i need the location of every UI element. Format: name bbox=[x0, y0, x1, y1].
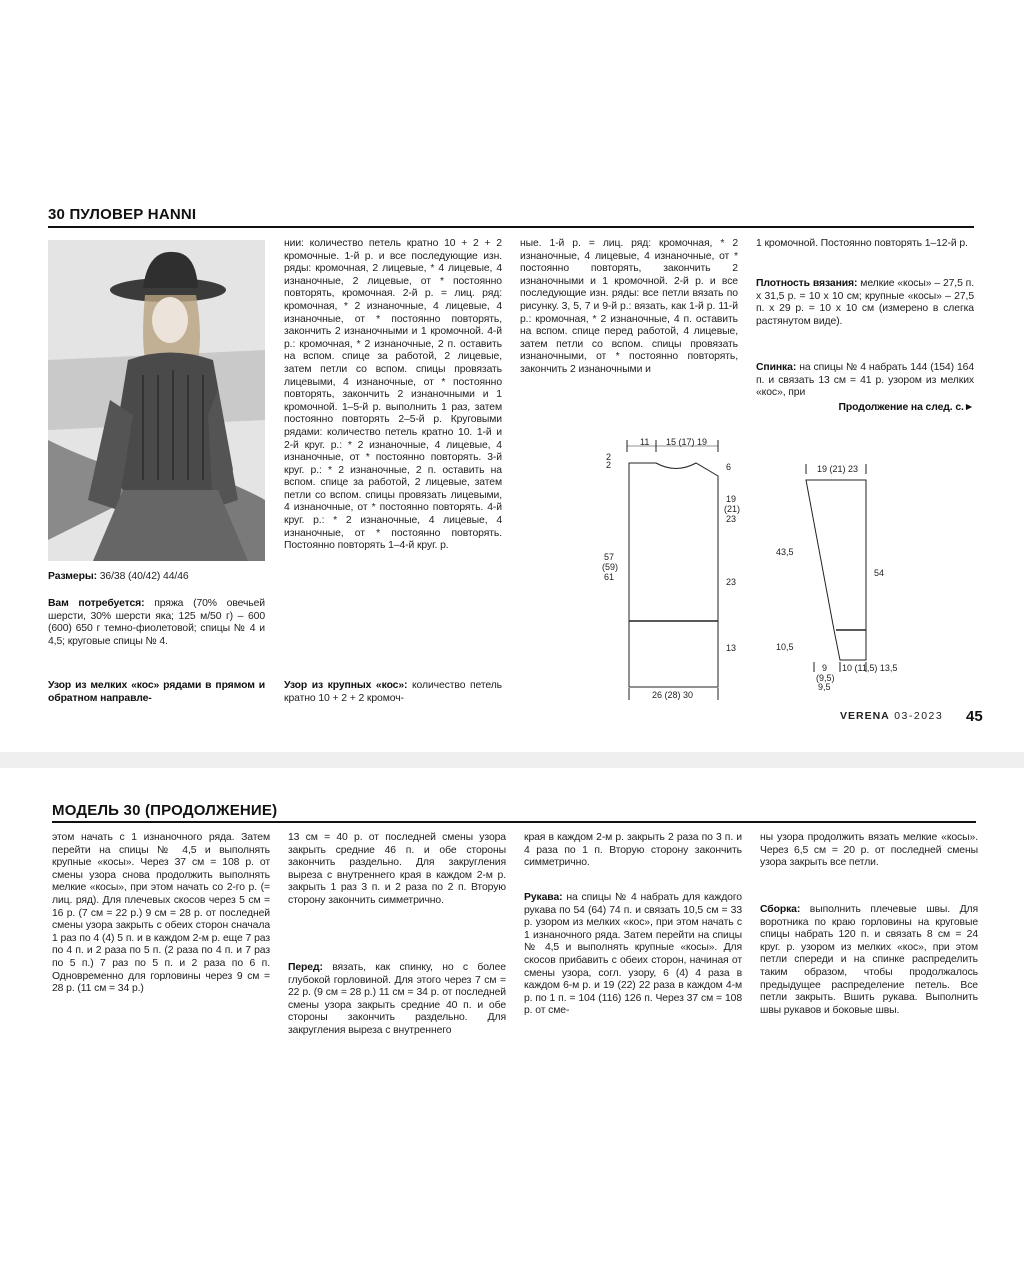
body-dim-57: 57 bbox=[604, 552, 615, 562]
sleeve-dim-bottom: 10 (11,5) 13,5 bbox=[842, 663, 898, 673]
front-block: Перед: вязать, как спинку, но с более глубокой горловиной. Для этого через 7 см = 22 р. (9 см = 28 р.) 11 см = 34 р. от последней смены узора закрыть средние 40 п. и обе стороны закончить раздельно. Для закругления выреза с внутреннего bbox=[288, 962, 506, 1036]
page-number: 45 bbox=[966, 708, 983, 725]
body-dim-2b: 2 bbox=[606, 460, 612, 470]
sleeve-dim-54: 54 bbox=[874, 568, 885, 578]
sleeve-dim-9: 9 bbox=[822, 663, 828, 673]
model-photo bbox=[48, 240, 265, 561]
magazine-page-continued bbox=[34, 768, 990, 1090]
page-separator bbox=[0, 752, 1024, 768]
body-dim-width: 26 (28) 30 bbox=[652, 690, 694, 700]
p2-column-1: этом начать с 1 изнаночного ряда. Затем перейти на спицы № 4,5 и выполнять крупные «косы». Через 37 см = 108 р. от смены узора снова продолжить выполнять мелкие «косы», при этом начать со 2-го р. (= лиц. ряд). Для плечевых скосов через 5 см = 16 р. (7 см = 22 р.) 9 см = 28 р. от последней смены узора закрыть с обеих сторон сначала 1 раз по 4 (4) 5 п. и в каждом 2-м р. еще 7 раз по 4 п. и 2 раза по 5 п. (2 раза по 4 п. и 7 раз по 5 п.) 7 раз по 5 п. и 2 раза по 6 п. Одновременно для горловины через 9 см = 28 р. (11 см = 34 р.) bbox=[52, 832, 270, 995]
column-4-text: 1 кромочной. Постоянно повторять 1–12-й р. bbox=[756, 238, 968, 249]
body-schematic bbox=[594, 430, 754, 700]
p2-column-4: ны узора продолжить вязать мелкие «косы». Через 6,5 см = 20 р. от последней смены узора закрыть все петли. bbox=[760, 832, 978, 869]
body-dim-61: 61 bbox=[604, 572, 615, 582]
top-margin bbox=[0, 0, 1024, 190]
sleeve-dim-95a: (9,5) bbox=[816, 673, 835, 683]
materials-block: Вам потребуется: пряжа (70% овечьей шерсти, 30% шерсти яка; 125 м/50 г) – 600 (600) 650 г темно-фиолетовой; спицы № 4 и 4,5; круговые спицы № 4. bbox=[48, 598, 265, 647]
body-dim-15: 15 (17) 19 bbox=[666, 437, 708, 447]
body-dim-13: 13 bbox=[726, 643, 737, 653]
column-2-text: нии: количество петель кратно 10 + 2 + 2 кромочные. 1-й р. и все последующие изн. ряды: кромочная, 2 лицевые, * 4 лицевые, 4 изнаночные, 2 лицевые, от * постоянно повторять, кромочная. 2-й р. = лиц. ряд: кромочная, * 2 изнаночные, 4 лицевые, 4 изнаночные, от * постоянно повторять, закончить 2 изнаночными и 1 кромочной. 4-й р.: кромочная, * 2 изнаночные, 2 п. оставить на вспом. спице за работой, 2 лицевые, затем петли со вспом. спицы провязать лицевыми, 4 изнаночные, от * постоянно повторять, закончить 2 изнаночными и 1 кромочной. 1–5-й р. выполнить 1 раз, затем постоянно повторять 2–5-й р. Круговыми рядами: количество петель кратно 10. 1-й и 2-й круг. р.: * 2 изнаночные, 4 лицевые, 4 изнаночные, от * постоянно повторять. 3-й круг. р.: * 2 изнаночные, 2 п. оставить на вспом. спице за работой, 2 лицевые, затем петли со вспом. спицы провязать лицевыми, 4 изнаночные, от * постоянно повторять. 4-й круг. р.: * 2 изнаночные, 4 лицевые, 4 изнаночные, от * постоянно повторять. Постоянно повторять 1–4-й круг. р. bbox=[284, 238, 502, 552]
title-rule bbox=[48, 226, 974, 228]
sleeve-schematic bbox=[774, 460, 934, 710]
magazine-footer bbox=[840, 710, 943, 722]
density-block: Плотность вязания: мелкие «косы» – 27,5 п. x 31,5 р. = 10 x 10 см; крупные «косы» – 27,5 п. x 29 р. = 10 x 10 см (измерено в слегка растянутом виде). bbox=[756, 278, 974, 327]
continued-note: Продолжение на след. с.► bbox=[838, 402, 974, 413]
body-dim-6: 6 bbox=[726, 462, 732, 472]
body-dim-23b: 23 bbox=[726, 577, 737, 587]
pattern-small-heading: Узор из мелких «кос» рядами в прямом и обратном направле- bbox=[48, 680, 265, 704]
sleeve-dim-top: 19 (21) 23 bbox=[817, 464, 859, 474]
page-title: 30 ПУЛОВЕР HANNI bbox=[48, 206, 197, 223]
body-dim-19: 19 bbox=[726, 494, 737, 504]
back-block: Спинка: на спицы № 4 набрать 144 (154) 164 п. и связать 13 см = 41 р. узором из мелких «кос», при bbox=[756, 362, 974, 399]
sleeves-block: Рукава: на спицы № 4 набрать для каждого рукава по 54 (64) 74 п. и связать 10,5 см = 33 р. узором из мелких «кос», при этом начать с 1 изнаночного ряда. Затем перейти на спицы № 4,5 и выполнять крупные «косы». Для скосов прибавить с обеих сторон, начиная от смены узора, согл. узору, 6 (4) 4 раза в каждом 6-м р. и 19 (22) 22 раза в каждом 4-м р. по 1 п. = 104 (116) 126 п. Через 37 см = 108 р. от сме- bbox=[524, 892, 742, 1017]
assembly-block: Сборка: выполнить плечевые швы. Для воротника по краю горловины на круговые спицы набрать 120 п. и связать 8 см = 24 круг. р. узором из мелких «кос», при этом петли спереди и на спинке распределить таким образом, чтобы продолжалось предыдущее распределение петель. Все петли закрыть. Вшить рукава. Выполнить швы рукавов и боковые швы. bbox=[760, 904, 978, 1016]
body-dim-59: (59) bbox=[602, 562, 619, 572]
sleeve-dim-10: 10,5 bbox=[776, 642, 794, 652]
body-dim-2a: 2 bbox=[606, 452, 612, 462]
model-photo-illustration bbox=[48, 240, 265, 561]
sleeve-dim-43: 43,5 bbox=[776, 547, 794, 557]
p2-column-3: края в каждом 2-м р. закрыть 2 раза по 3 п. и 4 раза по 1 п. Вторую сторону закончить симметрично. bbox=[524, 832, 742, 869]
pattern-large-block: Узор из крупных «кос»: количество петель кратно 10 + 2 + 2 кромоч- bbox=[284, 680, 502, 704]
body-dim-21: (21) bbox=[724, 504, 741, 514]
magazine-page-45 bbox=[34, 190, 990, 752]
body-dim-11: 11 bbox=[640, 437, 650, 447]
p2-column-2: 13 см = 40 р. от последней смены узора закрыть средние 46 п. и обе стороны закончить раздельно. Для закругления выреза с внутреннего края в каждом 2-м р. закрыть 1 раз 3 п. и 2 раза по 2 п. Вторую сторону закончить симметрично. bbox=[288, 832, 506, 906]
column-3-text: ные. 1-й р. = лиц. ряд: кромочная, * 2 изнаночные, 4 лицевые, 4 изнаночные, от * постоянно повторять, закончить 2 изнаночными и 1 кромочной. 2-й р. и все последующие изн. ряды: все петли вязать по рисунку. 3, 5, 7 и 9-й р.: вязать, как 1-й р. 11-й р.: кромочная, * 2 изнаночные, 4 п. оставить на вспом. спице перед работой, 4 лицевые, затем петли со вспом. спицы провязать изнаночными, от * постоянно повторять, закончить 2 изнаночными и bbox=[520, 238, 738, 375]
page-title-continued: МОДЕЛЬ 30 (ПРОДОЛЖЕНИЕ) bbox=[52, 802, 278, 819]
issue-number: 03-2023 bbox=[894, 710, 944, 722]
brand-name: VERENA bbox=[840, 710, 890, 722]
body-dim-23a: 23 bbox=[726, 514, 737, 524]
sizes-block: Размеры: 36/38 (40/42) 44/46 bbox=[48, 571, 189, 582]
title-rule-2 bbox=[52, 821, 976, 823]
sleeve-dim-95b: 9,5 bbox=[818, 682, 831, 692]
bottom-margin bbox=[0, 1090, 1024, 1280]
